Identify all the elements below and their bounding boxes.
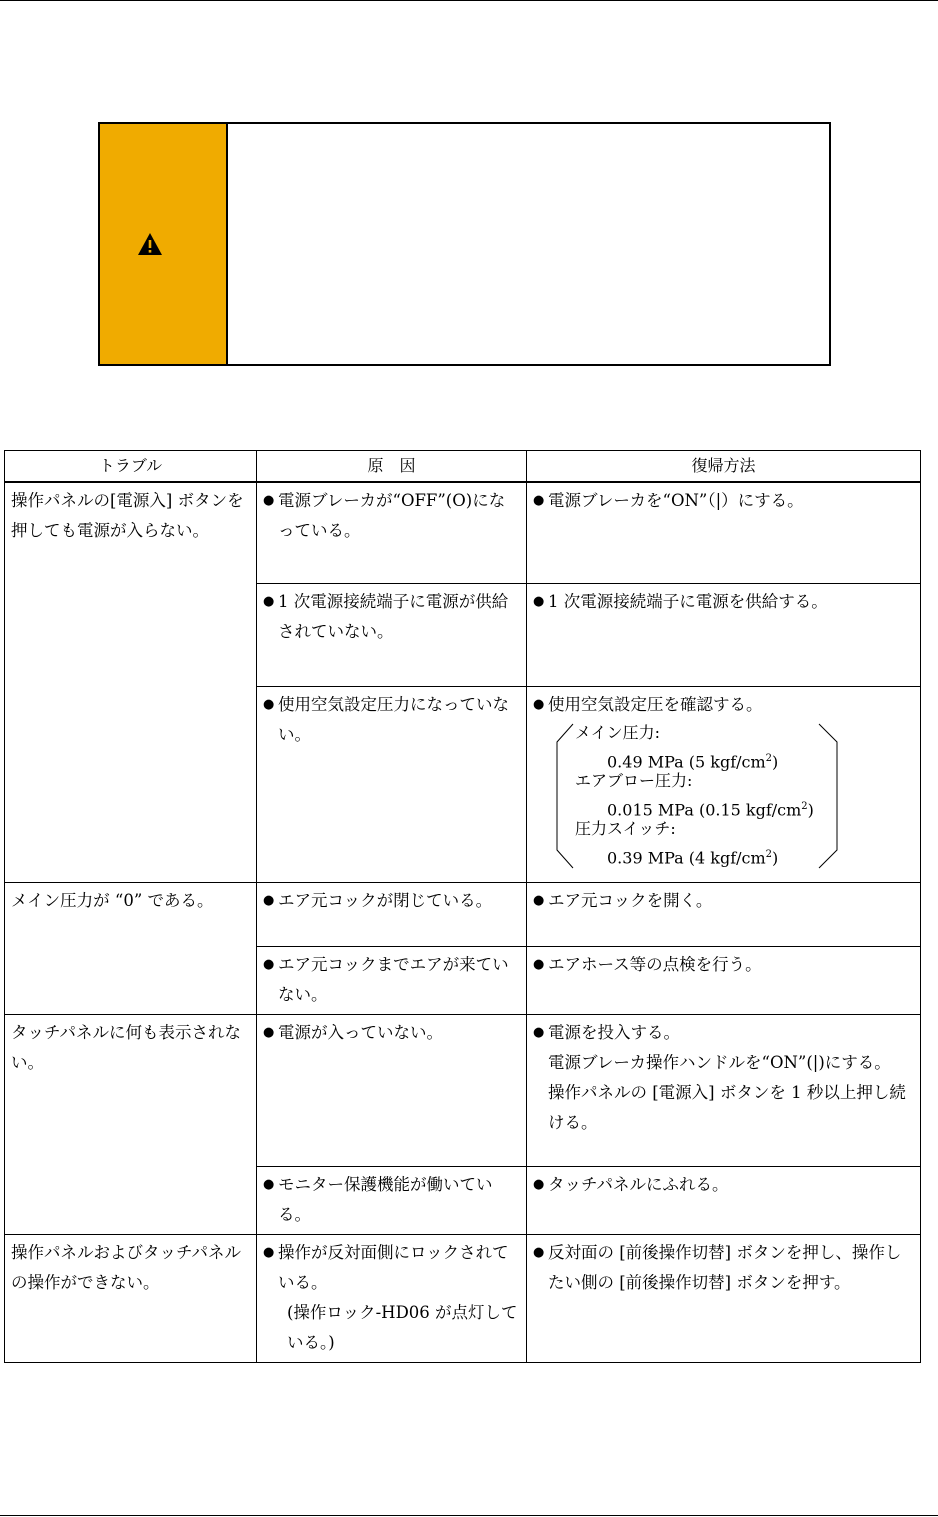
trouble-text: メイン圧力が “0” である。	[11, 891, 214, 910]
table-row	[5, 482, 921, 584]
header-trouble: トラブル	[5, 451, 257, 482]
remedy-item: ● 電源ブレーカを“ON”（|）にする。	[533, 486, 914, 516]
cause-item: ● 電源ブレーカが“OFF”(O)になっている。	[263, 486, 520, 546]
cause-detail-lock-lamp: (操作ロック-HD06 が点灯している。)	[287, 1303, 518, 1352]
bullet-icon: ●	[533, 957, 545, 972]
switch-pressure-label: 圧力スイッチ:	[575, 819, 676, 838]
cause-item: ● 操作が反対面側にロックされている。	[263, 1238, 520, 1298]
troubleshooting-table	[4, 450, 921, 1363]
table-row	[5, 1015, 921, 1167]
header-cause: 原 因	[257, 451, 527, 482]
cause-cell	[257, 687, 527, 883]
remedy-item: ● エアホース等の点検を行う。	[533, 950, 914, 980]
cause-cell	[257, 1167, 527, 1235]
cause-cell	[257, 947, 527, 1015]
bullet-icon: ●	[263, 1025, 275, 1040]
remedy-cell	[527, 482, 921, 584]
trouble-text: 操作パネルの[電源入] ボタンを押しても電源が入らない。	[11, 490, 244, 540]
trouble-text: タッチパネルに何も表示されない。	[11, 1023, 242, 1072]
table-row	[5, 883, 921, 947]
remedy-cell	[527, 584, 921, 687]
cause-cell	[257, 1015, 527, 1167]
bullet-icon: ●	[533, 697, 545, 712]
remedy-cell	[527, 687, 921, 883]
warning-side-panel	[100, 124, 228, 364]
cause-cell	[257, 584, 527, 687]
cause-cell	[257, 482, 527, 584]
cause-item: ● 使用空気設定圧力になっていない。	[263, 690, 520, 750]
remedy-cell	[527, 1235, 921, 1363]
remedy-item: ● 1 次電源接続端子に電源を供給する。	[533, 587, 914, 617]
remedy-item: ● 反対面の [前後操作切替] ボタンを押し、操作したい側の [前後操作切替] ボタンを押す。	[533, 1238, 914, 1298]
remedy-item: ● 電源を投入する。	[533, 1018, 914, 1048]
pressure-values	[555, 722, 845, 872]
cause-item: ● 電源が入っていない。	[263, 1018, 520, 1048]
main-pressure-value: 0.49 MPa (5 kgf/$cm^2$)	[607, 752, 779, 772]
trouble-cell	[5, 883, 257, 1015]
header-remedy: 復帰方法	[527, 451, 921, 482]
trouble-cell	[5, 1015, 257, 1235]
bullet-icon: ●	[263, 957, 275, 972]
remedy-cell	[527, 883, 921, 947]
warning-body	[228, 124, 829, 364]
bullet-icon: ●	[533, 1177, 545, 1192]
airblow-pressure-label: エアブロー圧力:	[575, 771, 693, 790]
warning-box	[98, 122, 831, 366]
bullet-icon: ●	[263, 1245, 275, 1260]
remedy-cell	[527, 1167, 921, 1235]
table-header-row	[5, 451, 921, 482]
table-row	[5, 1235, 921, 1363]
remedy-cell	[527, 1015, 921, 1167]
warning-triangle-icon	[137, 232, 163, 256]
cause-item: ● エア元コックまでエアが来ていない。	[263, 950, 520, 1010]
bullet-icon: ●	[533, 1025, 545, 1040]
remedy-detail-power-button: 操作パネルの [電源入] ボタンを 1 秒以上押し続ける。	[548, 1083, 906, 1132]
bullet-icon: ●	[263, 1177, 275, 1192]
cause-item: ● エア元コックが閉じている。	[263, 886, 520, 916]
remedy-item: ● タッチパネルにふれる。	[533, 1170, 914, 1200]
remedy-item: ● 使用空気設定圧を確認する。	[533, 690, 914, 720]
top-rule	[0, 0, 938, 1]
bullet-icon: ●	[263, 594, 275, 609]
trouble-cell	[5, 482, 257, 883]
remedy-cell	[527, 947, 921, 1015]
cause-cell	[257, 883, 527, 947]
remedy-detail-breaker: 電源ブレーカ操作ハンドルを“ON”(|)にする。	[548, 1053, 891, 1072]
bullet-icon: ●	[533, 893, 545, 908]
bullet-icon: ●	[533, 492, 545, 508]
bullet-icon: ●	[263, 492, 275, 508]
main-pressure-label: メイン圧力:	[575, 723, 661, 742]
cause-cell	[257, 1235, 527, 1363]
airblow-pressure-value: 0.015 MPa (0.15 kgf/$cm^2$)	[607, 800, 814, 820]
cause-item: ● 1 次電源接続端子に電源が供給されていない。	[263, 587, 520, 647]
trouble-text: 操作パネルおよびタッチパネルの操作ができない。	[11, 1243, 242, 1292]
remedy-item: ● エア元コックを開く。	[533, 886, 914, 916]
bullet-icon: ●	[533, 594, 545, 609]
cause-item: ● モニター保護機能が働いている。	[263, 1170, 520, 1230]
trouble-cell	[5, 1235, 257, 1363]
bullet-icon: ●	[263, 893, 275, 908]
switch-pressure-value: 0.39 MPa (4 kgf/$cm^2$)	[607, 848, 779, 868]
bullet-icon: ●	[263, 697, 275, 712]
bottom-rule	[0, 1515, 938, 1516]
bullet-icon: ●	[533, 1245, 545, 1260]
